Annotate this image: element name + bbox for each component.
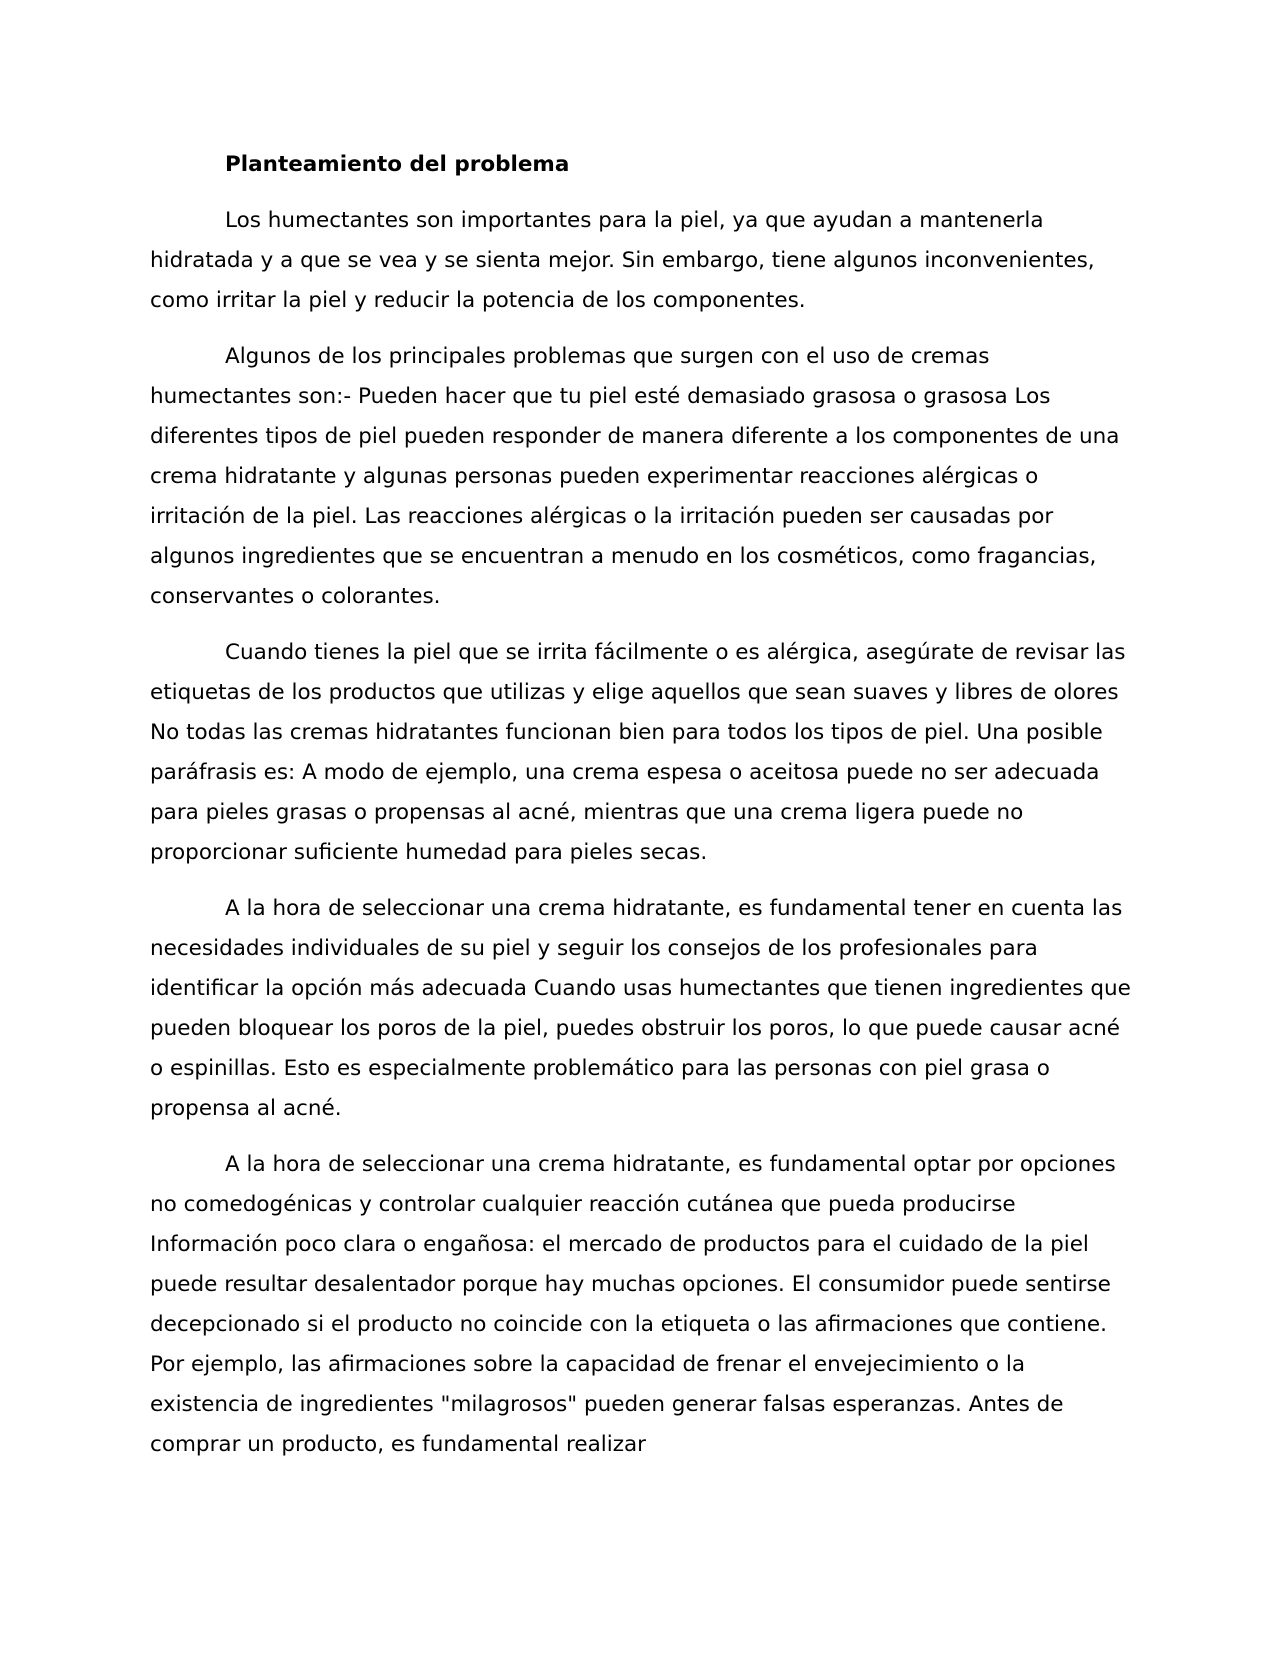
paragraph-4: A la hora de seleccionar una crema hidratante, es fundamental tener en cuenta las necesidades individuales de su piel y seguir los consejos de los profesionales para identificar la opción más adecuada Cuando usas humectantes que tienen ingredientes que pueden bloquear los poros de la piel, puedes obstruir los poros, lo que puede causar acné o espinillas. Esto es especialmente problemático para las personas con piel grasa o propensa al acné. bbox=[150, 896, 1131, 1121]
paragraph-2: Algunos de los principales problemas que surgen con el uso de cremas humectantes son:- Pueden hacer que tu piel esté demasiado grasosa o grasosa Los diferentes tipos de piel pueden responder de manera diferente a los componentes de una crema hidratante y algunas personas pueden experimentar reacciones alérgicas o irritación de la piel. Las reacciones alérgicas o la irritación pueden ser causadas por algunos ingredientes que se encuentran a menudo en los cosméticos, como fragancias, conservantes o colorantes. bbox=[150, 344, 1120, 609]
paragraph-3: Cuando tienes la piel que se irrita fácilmente o es alérgica, asegúrate de revisar las etiquetas de los productos que utilizas y elige aquellos que sean suaves y libres de olores No todas las cremas hidratantes funcionan bien para todos los tipos de piel. Una posible paráfrasis es: A modo de ejemplo, una crema espesa o aceitosa puede no ser adecuada para pieles grasas o propensas al acné, mientras que una crema ligera puede no proporcionar suficiente humedad para pieles secas. bbox=[150, 640, 1126, 865]
section-title: Planteamiento del problema bbox=[225, 152, 570, 177]
document-body bbox=[150, 145, 1135, 1481]
paragraph-1: Los humectantes son importantes para la piel, ya que ayudan a mantenerla hidratada y a que se vea y se sienta mejor. Sin embargo, tiene algunos inconvenientes, como irritar la piel y reducir la potencia de los componentes. bbox=[150, 208, 1095, 313]
paragraph-5: A la hora de seleccionar una crema hidratante, es fundamental optar por opciones no comedogénicas y controlar cualquier reacción cutánea que pueda producirse Información poco clara o engañosa: el mercado de productos para el cuidado de la piel puede resultar desalentador porque hay muchas opciones. El consumidor puede sentirse decepcionado si el producto no coincide con la etiqueta o las afirmaciones que contiene. Por ejemplo, las afirmaciones sobre la capacidad de frenar el envejecimiento o la existencia de ingredientes "milagrosos" pueden generar falsas esperanzas. Antes de comprar un producto, es fundamental realizar bbox=[150, 1152, 1116, 1457]
